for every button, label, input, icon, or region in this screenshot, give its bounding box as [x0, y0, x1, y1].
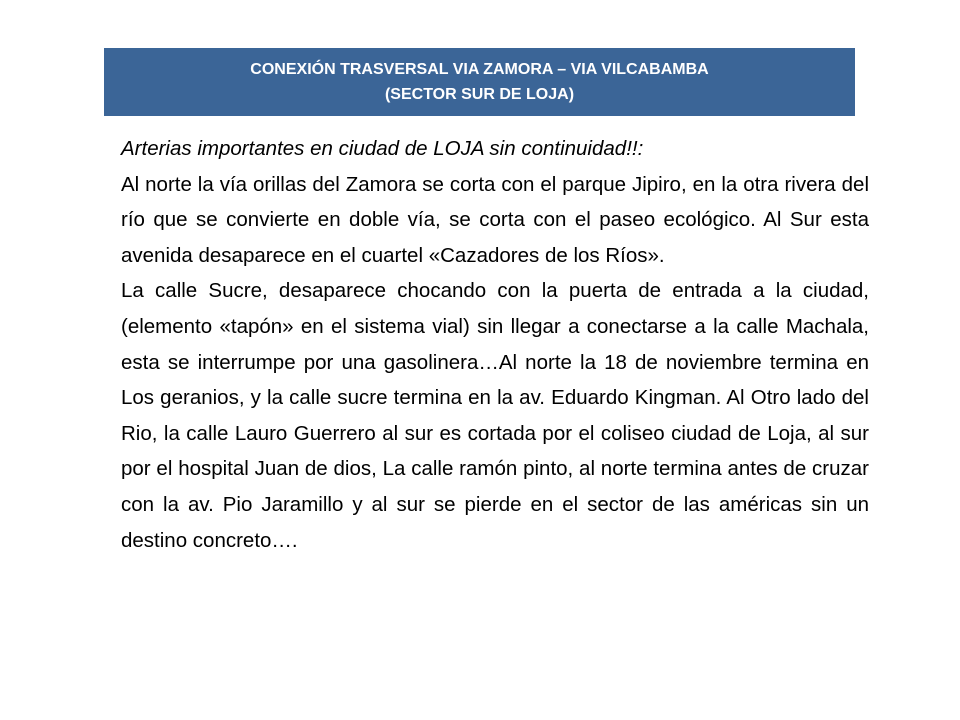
slide-body: [121, 131, 869, 558]
title-banner: [104, 48, 855, 116]
paragraph-1: Al norte la vía orillas del Zamora se corta con el parque Jipiro, en la otra rivera del río que se convierte en doble vía, se corta con el paseo ecológico. Al Sur esta avenida desaparece en el cuartel «Cazadores de los Ríos».: [121, 172, 869, 267]
subtitle: Arterias importantes en ciudad de LOJA sin continuidad!!:: [121, 137, 644, 160]
title-line-1: CONEXIÓN TRASVERSAL VIA ZAMORA – VIA VILCABAMBA: [250, 61, 709, 78]
paragraph-2: La calle Sucre, desaparece chocando con la puerta de entrada a la ciudad, (elemento «tapón» en el sistema vial) sin llegar a conectarse a la calle Machala, esta se interrumpe por una gasolinera…Al norte la 18 de noviembre termina en Los geranios, y la calle sucre termina en la av. Eduardo Kingman. Al Otro lado del Rio, la calle Lauro Guerrero al sur es cortada por el coliseo ciudad de Loja, al sur por el hospital Juan de dios, La calle ramón pinto, al norte termina antes de cruzar con la av. Pio Jaramillo y al sur se pierde en el sector de las américas sin un destino concreto….: [121, 279, 869, 552]
title-line-2: (SECTOR SUR DE LOJA): [384, 86, 575, 103]
